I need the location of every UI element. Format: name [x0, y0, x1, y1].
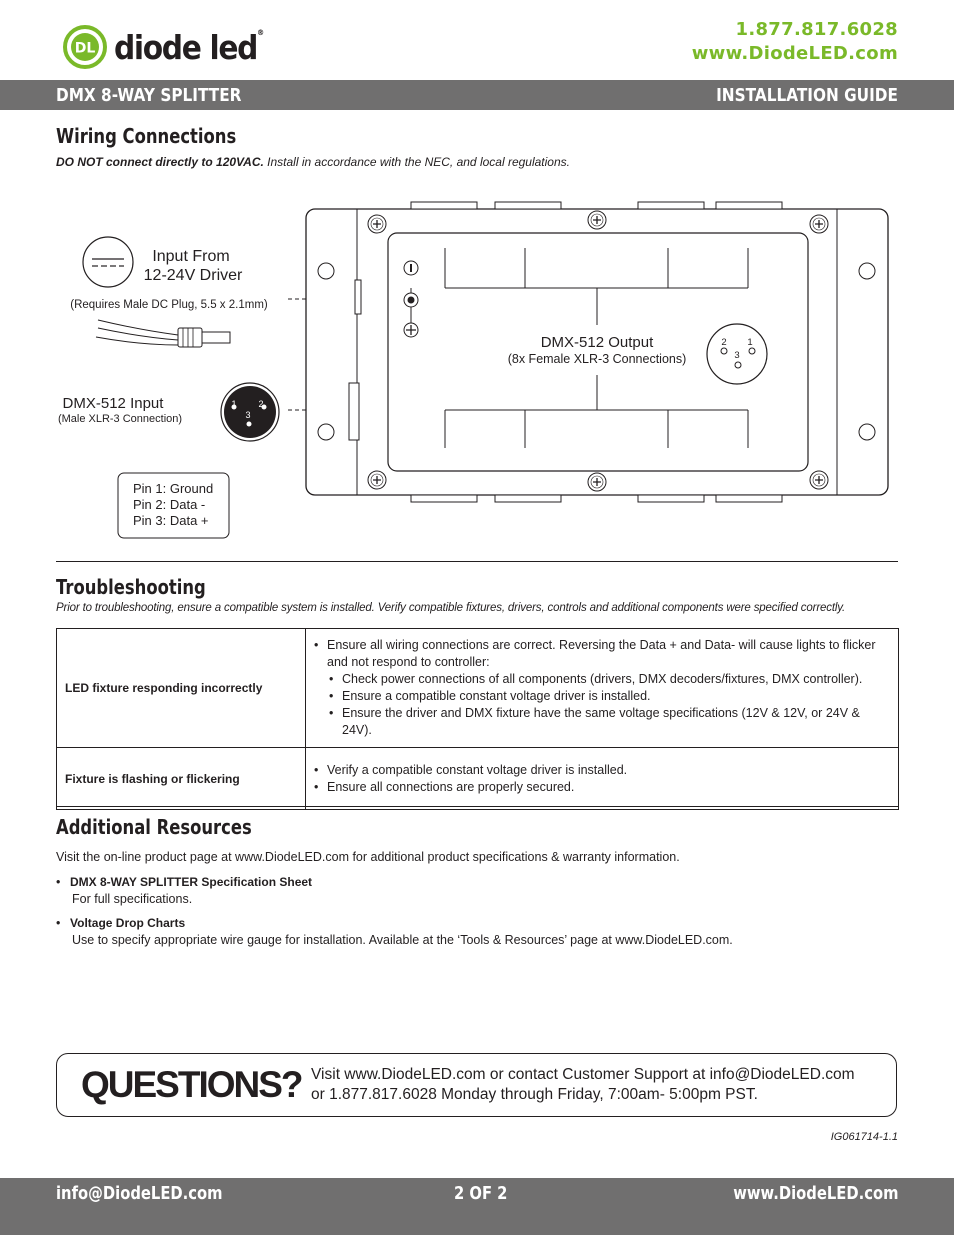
- plug-note: (Requires Male DC Plug, 5.5 x 2.1mm): [70, 299, 268, 311]
- resource-desc: For full specifications.: [72, 892, 193, 906]
- list-item: • Verify a compatible constant voltage driver is installed.: [314, 762, 890, 779]
- header-phone: 1.877.817.6028: [735, 19, 898, 40]
- pinout-2: Pin 2: Data -: [133, 497, 206, 512]
- footer-website[interactable]: www.DiodeLED.com: [732, 1183, 898, 1204]
- troubleshooting-heading: Troubleshooting: [56, 575, 206, 599]
- wiring-warning: [56, 155, 570, 169]
- resources-heading: Additional Resources: [56, 815, 252, 839]
- header-contact: [692, 18, 898, 66]
- doc-type-title: INSTALLATION GUIDE: [716, 85, 898, 106]
- product-title: DMX 8-WAY SPLITTER: [56, 85, 242, 106]
- list-item: • Ensure all connections are properly secured.: [314, 779, 890, 796]
- dc-plug-icon: [96, 320, 230, 347]
- questions-text: [311, 1065, 855, 1105]
- list-item: • Ensure all wiring connections are correct. Reversing the Data + and Data- will cause lights to flicker and not respond to controller: • Check power connections of all components (drivers, DMX decoders/fixtures, DMX controller). • Ensure a compatible constant voltage driver is installed. • Ensure the driver and DMX fixture have the same voltage specifications (12V & 12V, or 24V & 24V).: [314, 637, 890, 739]
- wiring-diagram: [40, 185, 900, 545]
- dmx-output-note: (8x Female XLR-3 Connections): [507, 352, 687, 366]
- input-label-line1: Input From: [152, 248, 230, 265]
- resource-item: • DMX 8-WAY SPLITTER Specification Sheet For full specifications.: [56, 875, 313, 906]
- table-row: [57, 748, 899, 810]
- footer-email[interactable]: info@DiodeLED.com: [56, 1183, 223, 1204]
- list-item: • Check power connections of all components (drivers, DMX decoders/fixtures, DMX controller).: [329, 671, 890, 688]
- questions-line1: Visit www.DiodeLED.com or contact Customer Support at info@DiodeLED.com: [311, 1066, 855, 1083]
- pinout-1: Pin 1: Ground: [133, 481, 214, 496]
- troubleshooting-intro: Prior to troubleshooting, ensure a compatible system is installed. Verify compatible fixtures, drivers, controls and additional components were specified correctly.: [56, 602, 846, 614]
- header-website[interactable]: www.DiodeLED.com: [691, 43, 898, 64]
- resources-intro: Visit the on-line product page at www.DiodeLED.com for additional product specifications & warranty information.: [56, 850, 680, 864]
- dmx-input-label: DMX-512 Input: [62, 395, 164, 412]
- fix-cell: [306, 748, 899, 810]
- wiring-heading: Wiring Connections: [56, 124, 237, 148]
- fix-cell: [306, 629, 899, 748]
- pinout-3: Pin 3: Data +: [133, 513, 209, 528]
- resource-title: Voltage Drop Charts: [70, 916, 186, 930]
- questions-line2: or 1.877.817.6028 Monday through Friday, 7:00am- 5:00pm PST.: [311, 1086, 758, 1103]
- resource-item: • Voltage Drop Charts Use to specify appropriate wire gauge for installation. Available at the ‘Tools & Resources’ page at www.DiodeLED.com.: [56, 916, 733, 947]
- issue-cell: Fixture is flashing or flickering: [57, 748, 306, 810]
- dmx-input-note: (Male XLR-3 Connection): [57, 413, 183, 425]
- page-number: 2 OF 2: [454, 1183, 508, 1204]
- logo-mark-text: DL: [74, 40, 96, 57]
- footer-bar: [0, 1178, 954, 1235]
- list-item: • Ensure the driver and DMX fixture have the same voltage specifications (12V & 12V, or 24V & 24V).: [329, 705, 890, 739]
- issue-cell: LED fixture responding incorrectly: [57, 629, 306, 748]
- resource-desc: Use to specify appropriate wire gauge for installation. Available at the ‘Tools & Resources’ page at www.DiodeLED.com.: [72, 933, 733, 947]
- dmx-output-label: DMX-512 Output: [540, 334, 654, 351]
- questions-title: QUESTIONS?: [81, 1064, 302, 1105]
- document-id: IG061714-1.1: [830, 1131, 898, 1143]
- section-divider: [56, 806, 898, 807]
- resource-title: DMX 8-WAY SPLITTER Specification Sheet: [70, 875, 313, 889]
- xlr-in-pin3: 3: [245, 410, 251, 420]
- company-logo: [62, 24, 279, 70]
- warning-rest: Install in accordance with the NEC, and local regulations.: [263, 155, 570, 169]
- input-label-line2: 12-24V Driver: [143, 267, 243, 284]
- section-divider: [56, 561, 898, 562]
- xlr-out-pin1: 1: [747, 337, 753, 348]
- logo-wordmark: diode led®: [114, 27, 263, 67]
- questions-box: [56, 1053, 897, 1117]
- dl-logo-icon: [62, 24, 108, 70]
- xlr-in-pin2: 2: [258, 399, 264, 409]
- dc-power-icon: [83, 237, 133, 287]
- polarity-icons: [404, 261, 418, 337]
- troubleshooting-table: [56, 628, 899, 810]
- table-row: [57, 629, 899, 748]
- warning-bold: DO NOT connect directly to 120VAC.: [56, 155, 264, 169]
- xlr-in-pin1: 1: [231, 399, 237, 409]
- xlr-out-pin2: 2: [721, 337, 727, 348]
- title-bar: [0, 80, 954, 110]
- xlr-out-pin3: 3: [734, 350, 740, 361]
- list-item: • Ensure a compatible constant voltage driver is installed.: [329, 688, 890, 705]
